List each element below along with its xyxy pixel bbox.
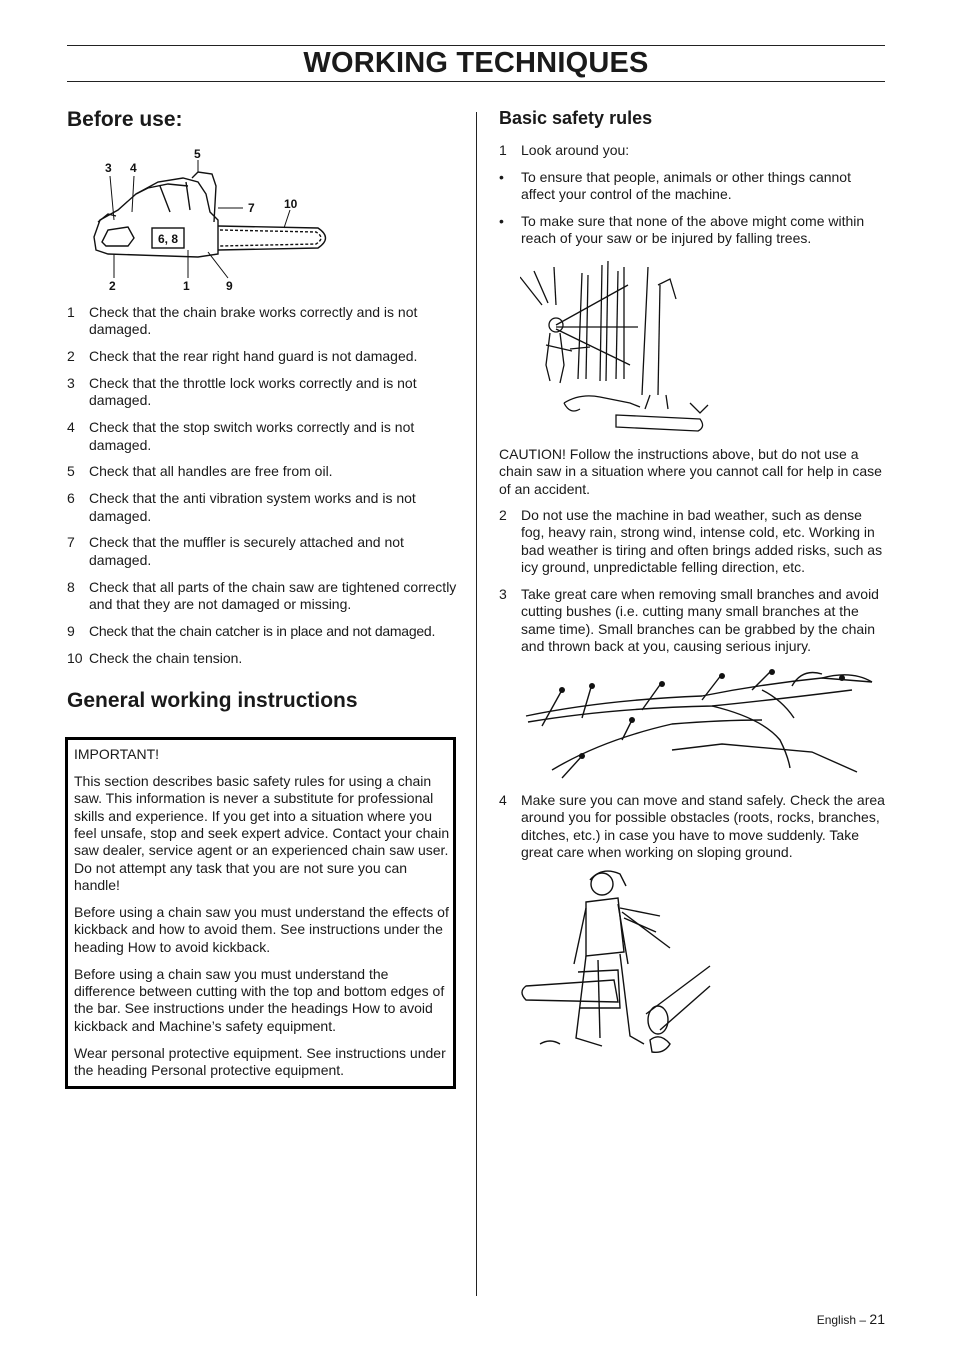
list-item: 2 Do not use the machine in bad weather, such as dense fog, heavy rain, strong wind, intense cold, etc. Working in bad weather is tiring and often brings added risks, such as icy ground, unpredictable felling direction, etc. [499, 507, 883, 576]
page-number: 21 [869, 1311, 885, 1327]
before-use-heading: Before use: [67, 108, 183, 131]
footer-language: English [816, 1313, 857, 1327]
diagram-label-9: 9 [226, 279, 233, 292]
important-paragraph: Wear personal protective equipment. See instructions under the heading Personal protective equipment. [74, 1044, 446, 1079]
list-item: • To make sure that none of the above might come within reach of your saw or be injured by falling trees. [499, 213, 865, 247]
worker-chainsaw-illustration [520, 868, 720, 1058]
list-item: 5 Check that all handles are free from oil. [67, 463, 333, 480]
list-item: • To ensure that people, animals or other things cannot affect your control of the machine. [499, 168, 851, 203]
chainsaw-diagram [88, 142, 338, 292]
important-title: IMPORTANT! [74, 746, 160, 762]
diagram-label-3: 3 [105, 161, 112, 175]
important-notice-box [65, 737, 456, 1089]
list-item: 1 Check that the chain brake works correctly and is not damaged. [67, 304, 418, 338]
list-item: 7 Check that the muffler is securely attached and not damaged. [67, 534, 404, 568]
diagram-label-7: 7 [248, 201, 255, 215]
list-item: 3 Take great care when removing small branches and avoid cutting bushes (i.e. cutting many small branches at the same time). Small branches can be grabbed by the chain and thrown back at you, causing serious injury. [499, 586, 879, 655]
important-paragraph: This section describes basic safety rules for using a chain saw. This information is never a substitute for professional skills and experience. If you get into a situation where you feel unsafe, stop and seek expert advice. Contact your chain saw dealer, service agent or an experienced chain saw user. Do not attempt any task that you are not sure you can handle! [74, 772, 450, 894]
diagram-label-4: 4 [130, 161, 137, 175]
footer-dash: – [859, 1313, 867, 1327]
safety-rules-list-a [499, 507, 887, 665]
page-title: WORKING TECHNIQUES [303, 47, 649, 79]
list-item: 1 Look around you: [499, 142, 630, 158]
list-item: 4 Make sure you can move and stand safely. Check the area around you for possible obstacles (roots, rocks, branches, ditches, etc.) in case you have to move suddenly. Take great care when working on sloping ground. [499, 792, 885, 861]
caution-paragraph: CAUTION! Follow the instructions above, but do not use a chain saw in a situation where you cannot call for help in case of an accident. [499, 446, 882, 497]
diagram-label-6-8: 6, 8 [158, 232, 179, 246]
important-paragraph: Before using a chain saw you must understand the difference between cutting with the top and bottom edges of the bar. See instructions under the headings How to avoid kickback and Machine’s safety equipment. [74, 965, 445, 1034]
diagram-label-1: 1 [183, 279, 190, 292]
header-bottom-rule [67, 81, 885, 82]
list-item: 4 Check that the stop switch works correctly and is not damaged. [67, 419, 415, 453]
branches-illustration [522, 660, 882, 785]
important-paragraph: Before using a chain saw you must understand the effects of kickback and how to avoid them. See instructions under the heading How to avoid kickback. [74, 904, 449, 955]
column-divider [476, 112, 477, 1296]
before-use-checklist [67, 304, 459, 676]
look-around-list [499, 142, 887, 257]
forest-worker-illustration [520, 255, 720, 435]
list-item: 2 Check that the rear right hand guard is not damaged. [67, 348, 418, 365]
list-item: 6 Check that the anti vibration system works and is not damaged. [67, 490, 416, 524]
diagram-label-10: 10 [284, 197, 298, 211]
diagram-label-2: 2 [109, 279, 116, 292]
page-footer [817, 1311, 885, 1327]
general-instructions-heading: General working instructions [67, 689, 358, 712]
list-item: 9 Check that the chain catcher is in place and not damaged. [67, 622, 436, 639]
safety-rules-list-b [499, 792, 887, 871]
basic-safety-heading: Basic safety rules [499, 108, 653, 128]
list-item: 3 Check that the throttle lock works correctly and is not damaged. [67, 375, 417, 409]
list-item: 8 Check that all parts of the chain saw are tightened correctly and that they are not damaged or missing. [67, 578, 457, 613]
diagram-label-5: 5 [194, 147, 201, 161]
list-item: 10 Check the chain tension. [67, 649, 243, 666]
header-top-rule [67, 45, 885, 46]
